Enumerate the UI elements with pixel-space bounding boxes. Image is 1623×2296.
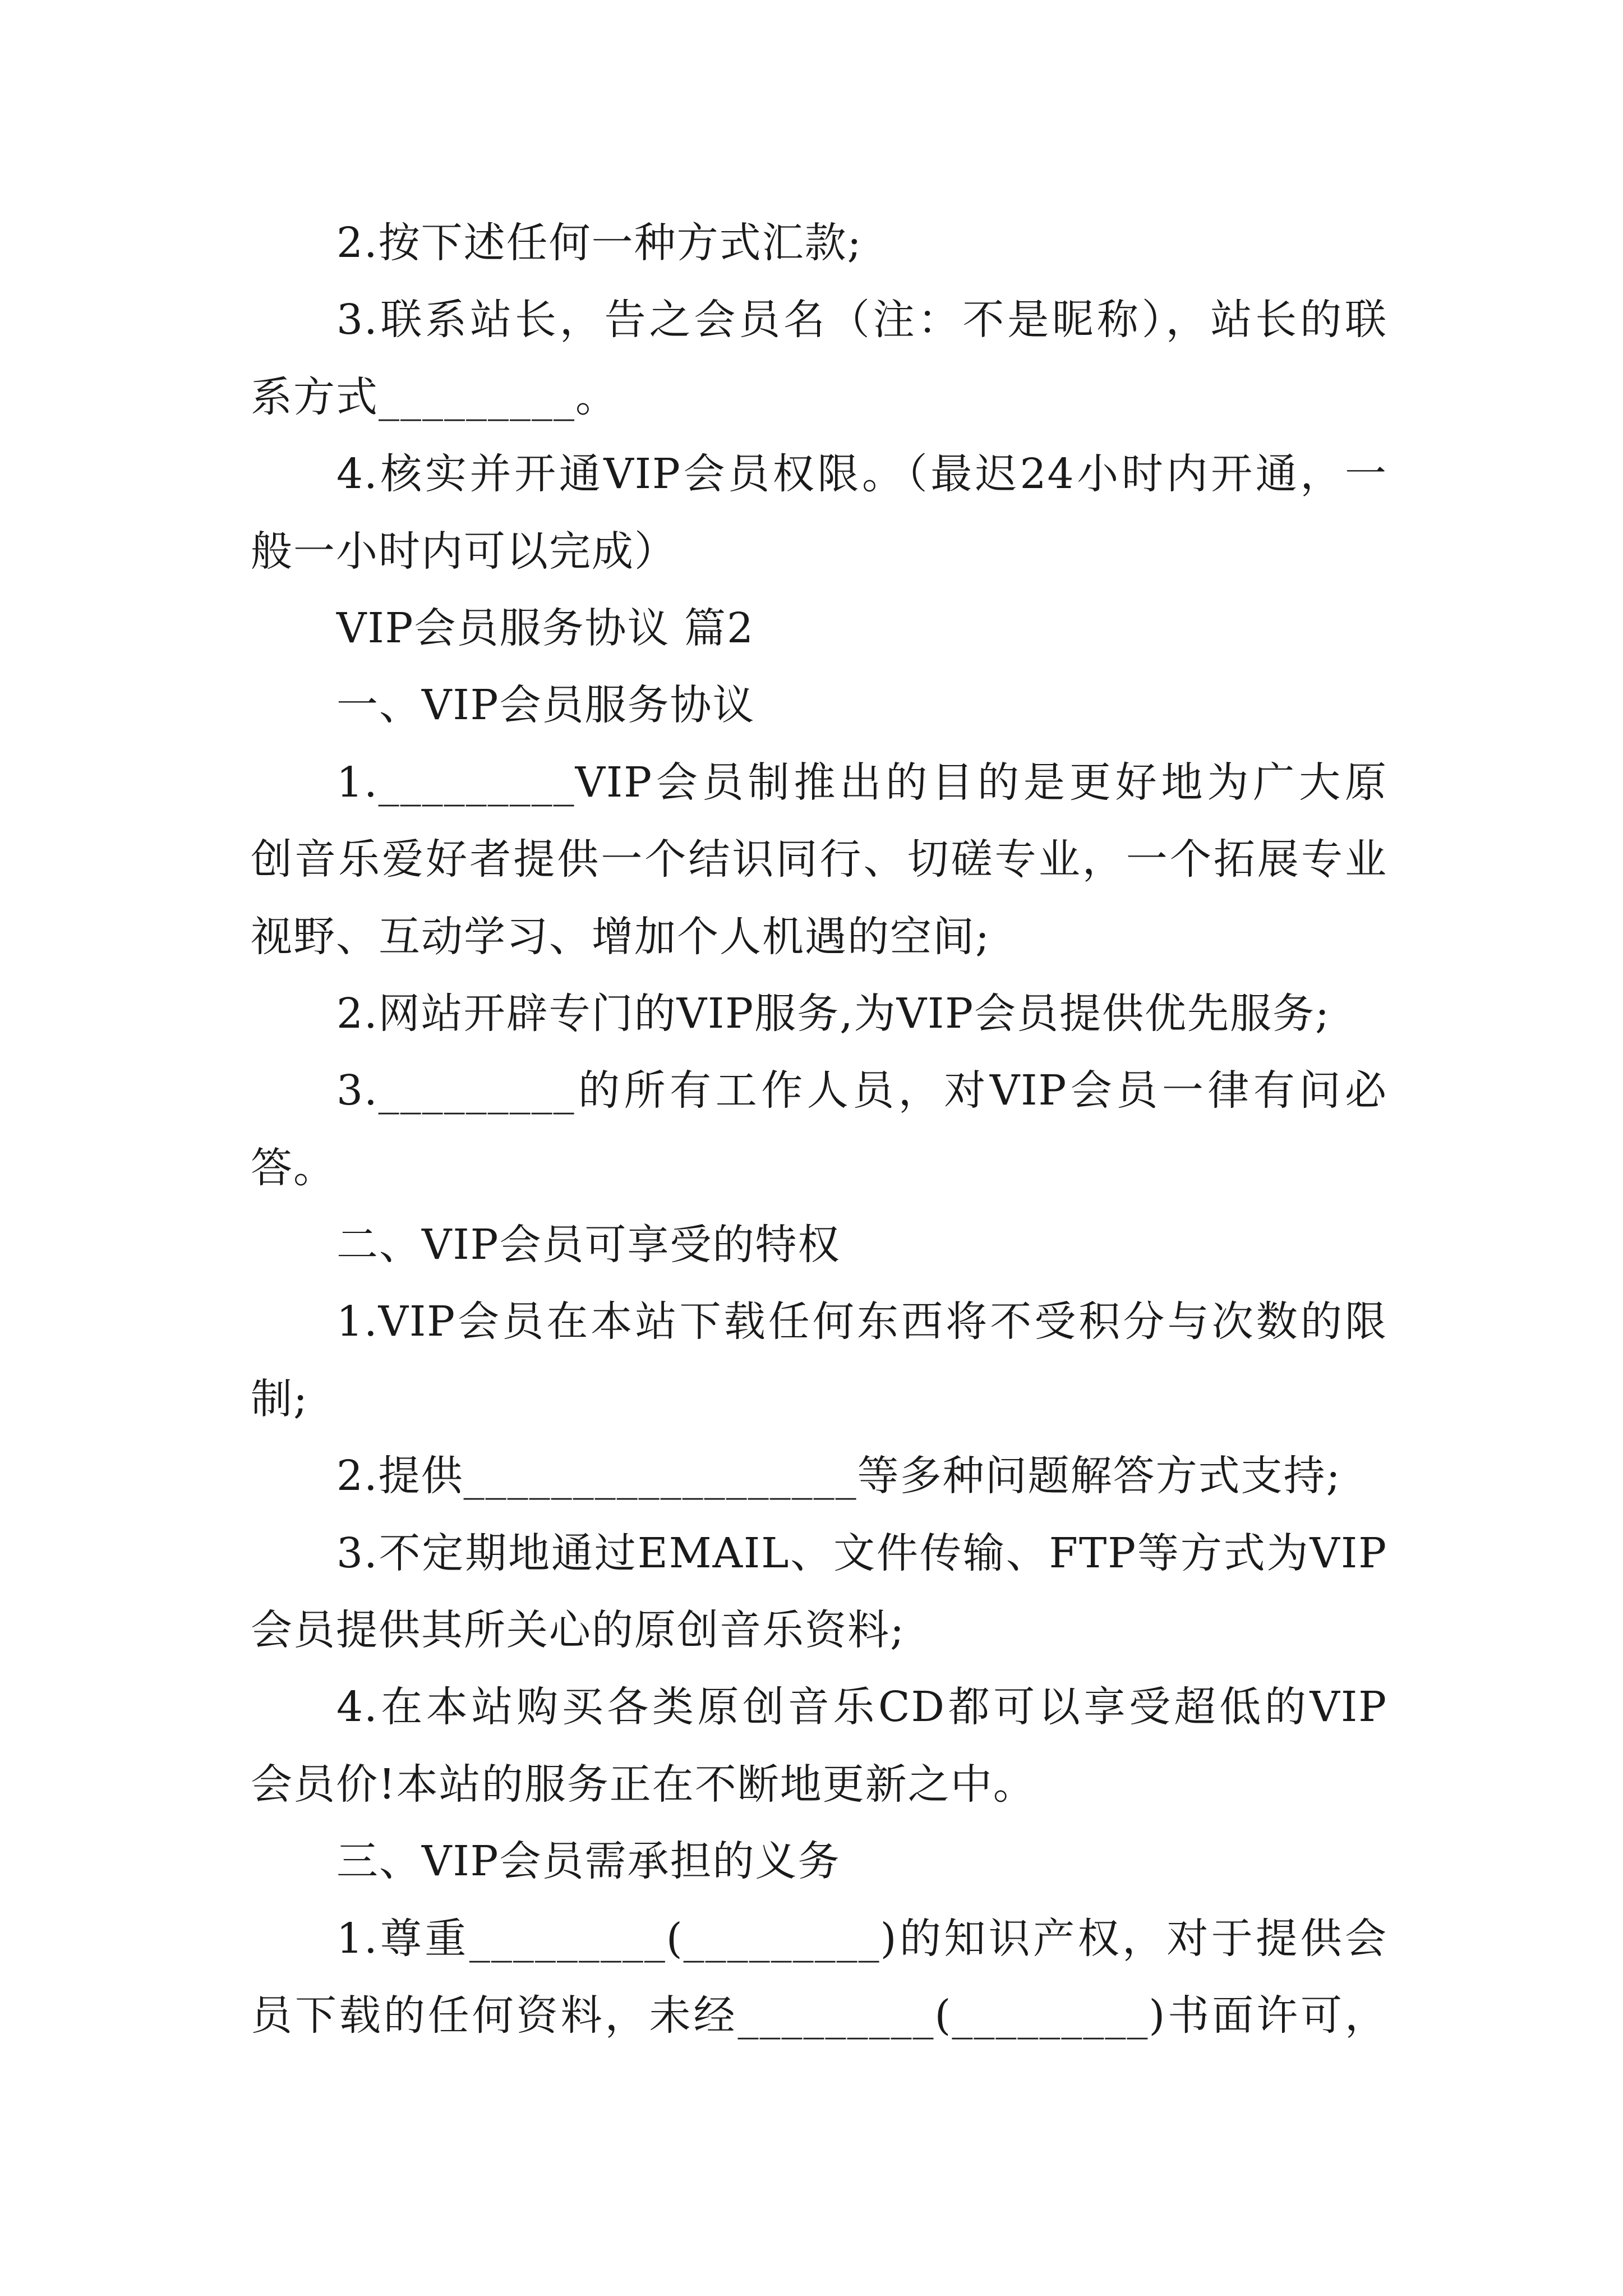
paragraph-line: 1.VIP会员在本站下载任何东西将不受积分与次数的限 xyxy=(336,1297,1387,1346)
paragraph-line: 1._________VIP会员制推出的目的是更好地为广大原 xyxy=(336,758,1387,807)
paragraph-line: 创音乐爱好者提供一个结识同行、切磋专业，一个拓展专业 xyxy=(251,835,1387,884)
paragraph-line: 1.尊重_________(_________)的知识产权，对于提供会 xyxy=(336,1914,1387,1963)
paragraph-line: 2.提供__________________等多种问题解答方式支持; xyxy=(336,1452,1341,1501)
paragraph-line: 3._________的所有工作人员，对VIP会员一律有问必 xyxy=(336,1066,1387,1115)
paragraph-line: 会员价!本站的服务正在不断地更新之中。 xyxy=(251,1760,1036,1809)
list-item xyxy=(251,282,1387,436)
paragraph-line: 2.网站开辟专门的VIP服务,为VIP会员提供优先服务; xyxy=(336,989,1330,1038)
paragraph-line: 4.在本站购买各类原创音乐CD都可以享受超低的VIP xyxy=(336,1683,1387,1732)
list-item xyxy=(251,1438,1387,1515)
list-item xyxy=(251,976,1387,1052)
agreement-title: VIP会员服务协议 篇2 xyxy=(336,604,755,652)
list-item xyxy=(251,1283,1387,1438)
list-item xyxy=(251,1515,1387,1669)
paragraph-line: 答。 xyxy=(251,1143,336,1192)
list-item xyxy=(251,1052,1387,1207)
list-item xyxy=(251,1669,1387,1823)
paragraph-line: 般一小时内可以完成） xyxy=(251,527,677,576)
paragraph-line: 视野、互动学习、增加个人机遇的空间; xyxy=(251,912,990,961)
list-item xyxy=(251,744,1387,976)
section-heading: 一、VIP会员服务协议 xyxy=(336,681,755,730)
paragraph-line: 系方式_________。 xyxy=(251,372,618,421)
document-body xyxy=(251,205,1387,2054)
paragraph-line: 员下载的任何资料，未经_________(_________)书面许可， xyxy=(251,1991,1387,2040)
list-item xyxy=(251,1901,1387,2055)
list-item xyxy=(251,205,1387,282)
paragraph-line: 3.不定期地通过EMAIL、文件传输、FTP等方式为VIP xyxy=(336,1529,1387,1577)
paragraph-line: 制; xyxy=(251,1374,308,1423)
section-heading: 二、VIP会员可享受的特权 xyxy=(336,1221,841,1269)
section-heading: 三、VIP会员需承担的义务 xyxy=(336,1837,841,1886)
paragraph-line: 2.按下述任何一种方式汇款; xyxy=(336,219,863,267)
paragraph-line: 会员提供其所关心的原创音乐资料; xyxy=(251,1606,905,1655)
list-item xyxy=(251,436,1387,590)
paragraph-line: 4.核实并开通VIP会员权限。（最迟24小时内开通，一 xyxy=(336,450,1387,499)
paragraph-line: 3.联系站长，告之会员名（注：不是昵称），站长的联 xyxy=(336,296,1387,344)
